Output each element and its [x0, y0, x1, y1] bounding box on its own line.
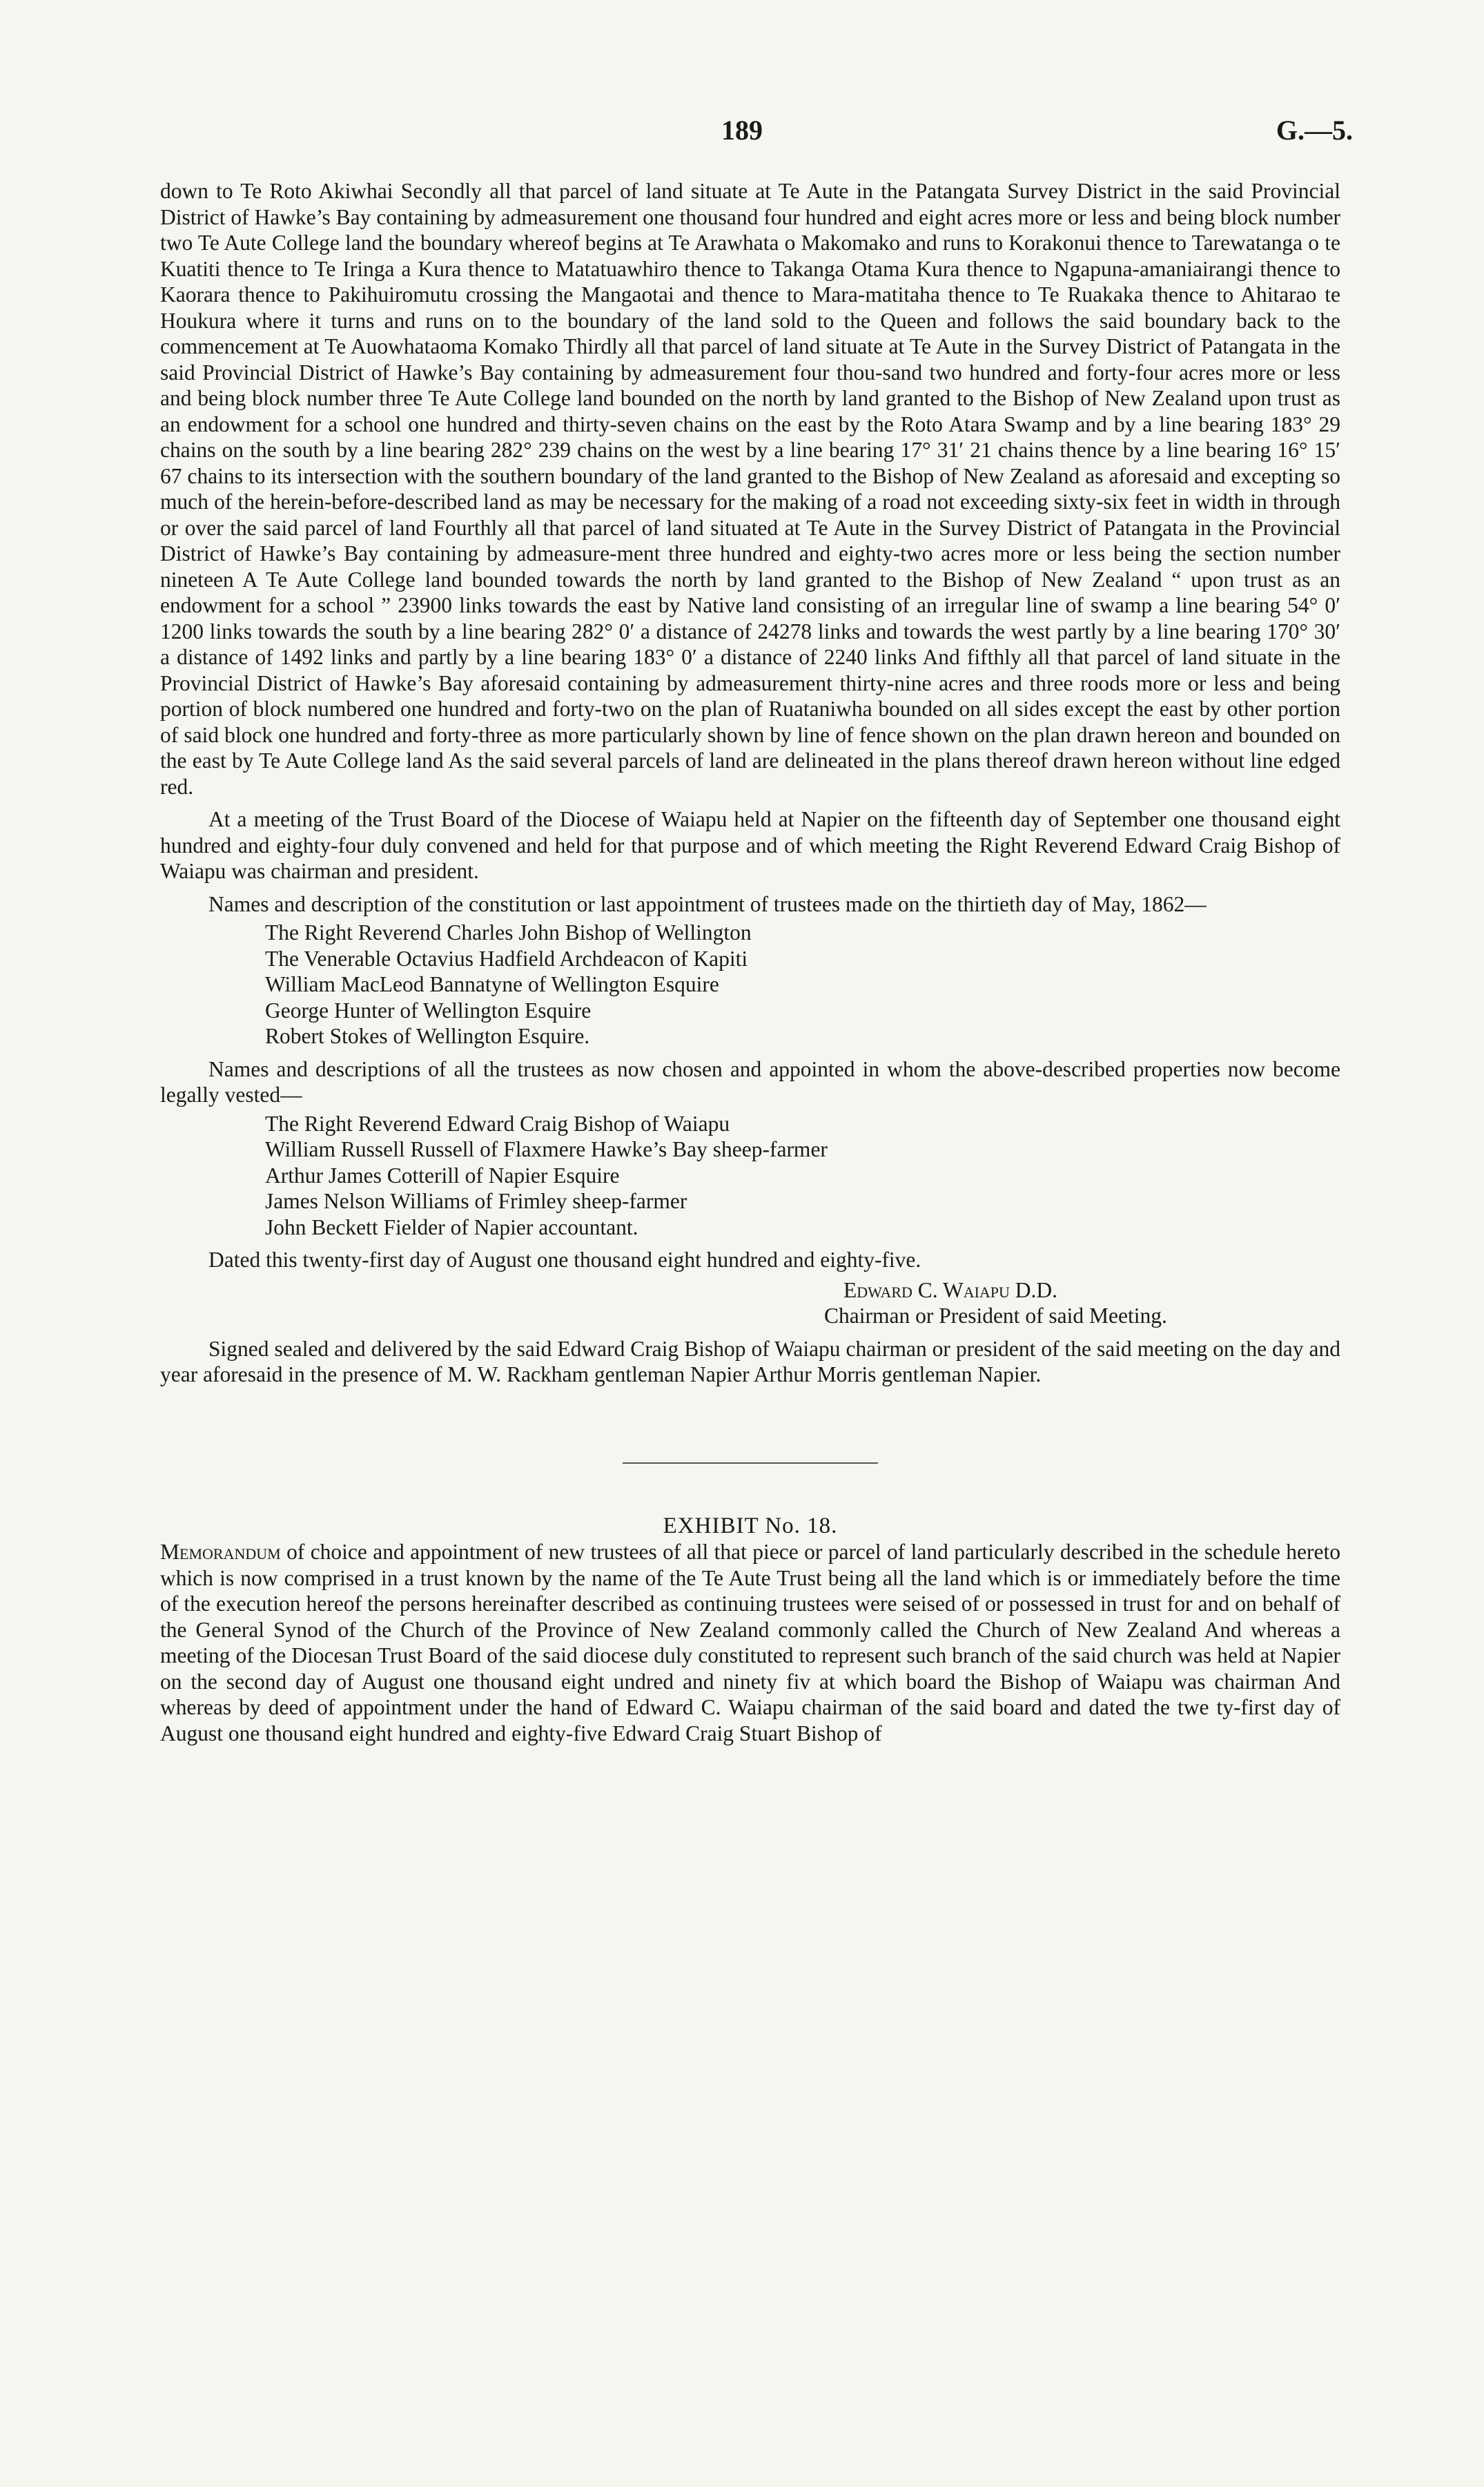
list-item: William MacLeod Bannatyne of Wellington Esquire [265, 972, 719, 996]
dated-line: Dated this twenty-first day of August one thousand eight hundred and eighty-five. [208, 1248, 921, 1272]
section-divider [623, 1462, 878, 1464]
memorandum-lead: Memorandum [160, 1540, 281, 1564]
list-item: Arthur James Cotterill of Napier Esquire [265, 1163, 620, 1188]
paragraph-1862-trustees-intro: Names and description of the constitution or last appointment of trustees made on the thirtieth day of May, 1862— [208, 891, 1207, 916]
paragraph-land-description: down to Te Roto Akiwhai Secondly all that parcel of land situate at Te Aute in the Patangata Survey District in the said Provincial District of Hawke’s Bay containing by admeasurement one thousand four hundred and eight acres more or less and being block number two Te Aute College land the boundary whereof begins at Te Arawhata o Makomako and runs to Korakonui thence to Tarewatanga o te Kuatiti thence to Te Iringa a Kura thence to Matatuawhiro thence to Takanga Otama Kura thence to Ngapuna-amaniairangi thence to Kaorara thence to Pakihuiromutu crossing the Mangaotai and thence to Mara-matitaha thence to Te Ruakaka thence to Ahitarao te Houkura where it turns and runs on to the boundary of the land sold to the Queen and follows the said boundary back to the commencement at Te Auowhataoma Komako Thirdly all that parcel of land situate at Te Aute in the Survey District of Patangata in the said Provincial District of Hawke’s Bay containing by admeasurement four thou-sand two hundred and forty-four acres more or less and being block number three Te Aute College land bounded on the north by land granted to the Bishop of New Zealand upon trust as an endowment for a school one hundred and thirty-seven chains on the east by the Roto Atara Swamp and by a line bearing 183° 29 chains on the south by a line bearing 282° 239 chains on the west by a line bearing 17° 31′ 21 chains thence by a line bearing 16° 15′ 67 chains to its intersection with the southern boundary of the land granted to the Bishop of New Zealand as aforesaid and excepting so much of the herein-before-described land as may be necessary for the making of a road not exceeding sixty-six feet in width in through or over the said parcel of land Fourthly all that parcel of land situated at Te Aute in the Survey District of Patangata in the Provincial District of Hawke’s Bay containing by admeasure-ment three hundred and eighty-two acres more or less being the section number nineteen A Te Aute College land bounded towards the north by land granted to the Bishop of New Zealand “ upon trust as an endowment for a school ” 23900 links towards the east by Native land consisting of an irregular line of swamp a line bearing 54° 0′ 1200 links towards the south by a line bearing 282° 0′ a distance of 24278 links and towards the west partly by a line bearing 170° 30′ a distance of 1492 links and partly by a line bearing 183° 0′ a distance of 2240 links And fifthly all that parcel of land situate in the Provincial District of Hawke’s Bay aforesaid containing by admeasurement thirty-nine acres and three roods more or less and being portion of block numbered one hundred and forty-two on the plan of Ruataniwha bounded on all sides except the east by other portion of said block one hundred and forty-three as more particularly shown by line of fence shown on the plan drawn hereon and bounded on the east by Te Aute College land As the said several parcels of land are delineated in the plans thereof drawn hereon without line edged red. [160, 179, 1340, 799]
list-item: James Nelson Williams of Frimley sheep-farmer [265, 1189, 687, 1213]
paragraph-meeting: At a meeting of the Trust Board of the Diocese of Waiapu held at Napier on the fifteenth day of September one thousand eight hundred and eighty-four duly convened and held for that purpose and of which meeting the Right Reverend Edward Craig Bishop of Waiapu was chairman and president. [160, 807, 1340, 883]
paragraph-signed-sealed: Signed sealed and delivered by the said Edward Craig Bishop of Waiapu chairman or president of the said meeting on the day and year aforesaid in the presence of M. W. Rackham gentleman Napier Arthur Morris gentleman Napier. [160, 1336, 1340, 1386]
list-item: John Beckett Fielder of Napier accountant. [265, 1215, 638, 1239]
exhibit-title: EXHIBIT No. 18. [663, 1513, 838, 1538]
list-item: Robert Stokes of Wellington Esquire. [265, 1024, 590, 1048]
signature-title: Chairman or President of said Meeting. [824, 1304, 1167, 1328]
paragraph-memorandum [160, 1539, 1340, 1746]
trustees-new-list [265, 1111, 1340, 1241]
page-number: 189 [721, 115, 763, 146]
list-item: George Hunter of Wellington Esquire [265, 998, 592, 1023]
signature-block [160, 1277, 1340, 1329]
page-reference: G.—5. [1276, 115, 1353, 146]
list-item: The Right Reverend Edward Craig Bishop of Waiapu [265, 1111, 730, 1136]
trustees-1862-list [265, 920, 1340, 1049]
list-item: William Russell Russell of Flaxmere Hawke’s Bay sheep-farmer [265, 1137, 828, 1161]
memorandum-text: of choice and appointment of new trustees of all that piece or parcel of land particularly described in the schedule hereto which is now comprised in a trust known by the name of the Te Aute Trust being all the land which is or immediately before the time of the execution hereof the persons hereinafter described as continuing trustees were seised of or possessed in trust for and on behalf of the General Synod of the Church of the Province of New Zealand commonly called the Church of New Zealand And whereas a meeting of the Diocesan Trust Board of the said diocese duly constituted to represent such branch of the said church was held at Napier on the second day of August one thousand eight undred and ninety fiv at which board the Bishop of Waiapu was chairman And whereas by deed of appointment under the hand of Edward C. Waiapu chairman of the said board and dated the twe ty-first day of August one thousand eight hundred and eighty-five Edward Craig Stuart Bishop of [160, 1540, 1340, 1745]
signature-name: Edward C. Waiapu D.D. [843, 1277, 1058, 1302]
paragraph-new-trustees-intro: Names and descriptions of all the trustees as now chosen and appointed in whom the above-described properties now become legally vested— [160, 1056, 1340, 1107]
list-item: The Right Reverend Charles John Bishop of Wellington [265, 920, 752, 945]
page-header [0, 114, 1484, 155]
list-item: The Venerable Octavius Hadfield Archdeacon of Kapiti [265, 946, 748, 971]
body-text [160, 178, 1340, 1746]
